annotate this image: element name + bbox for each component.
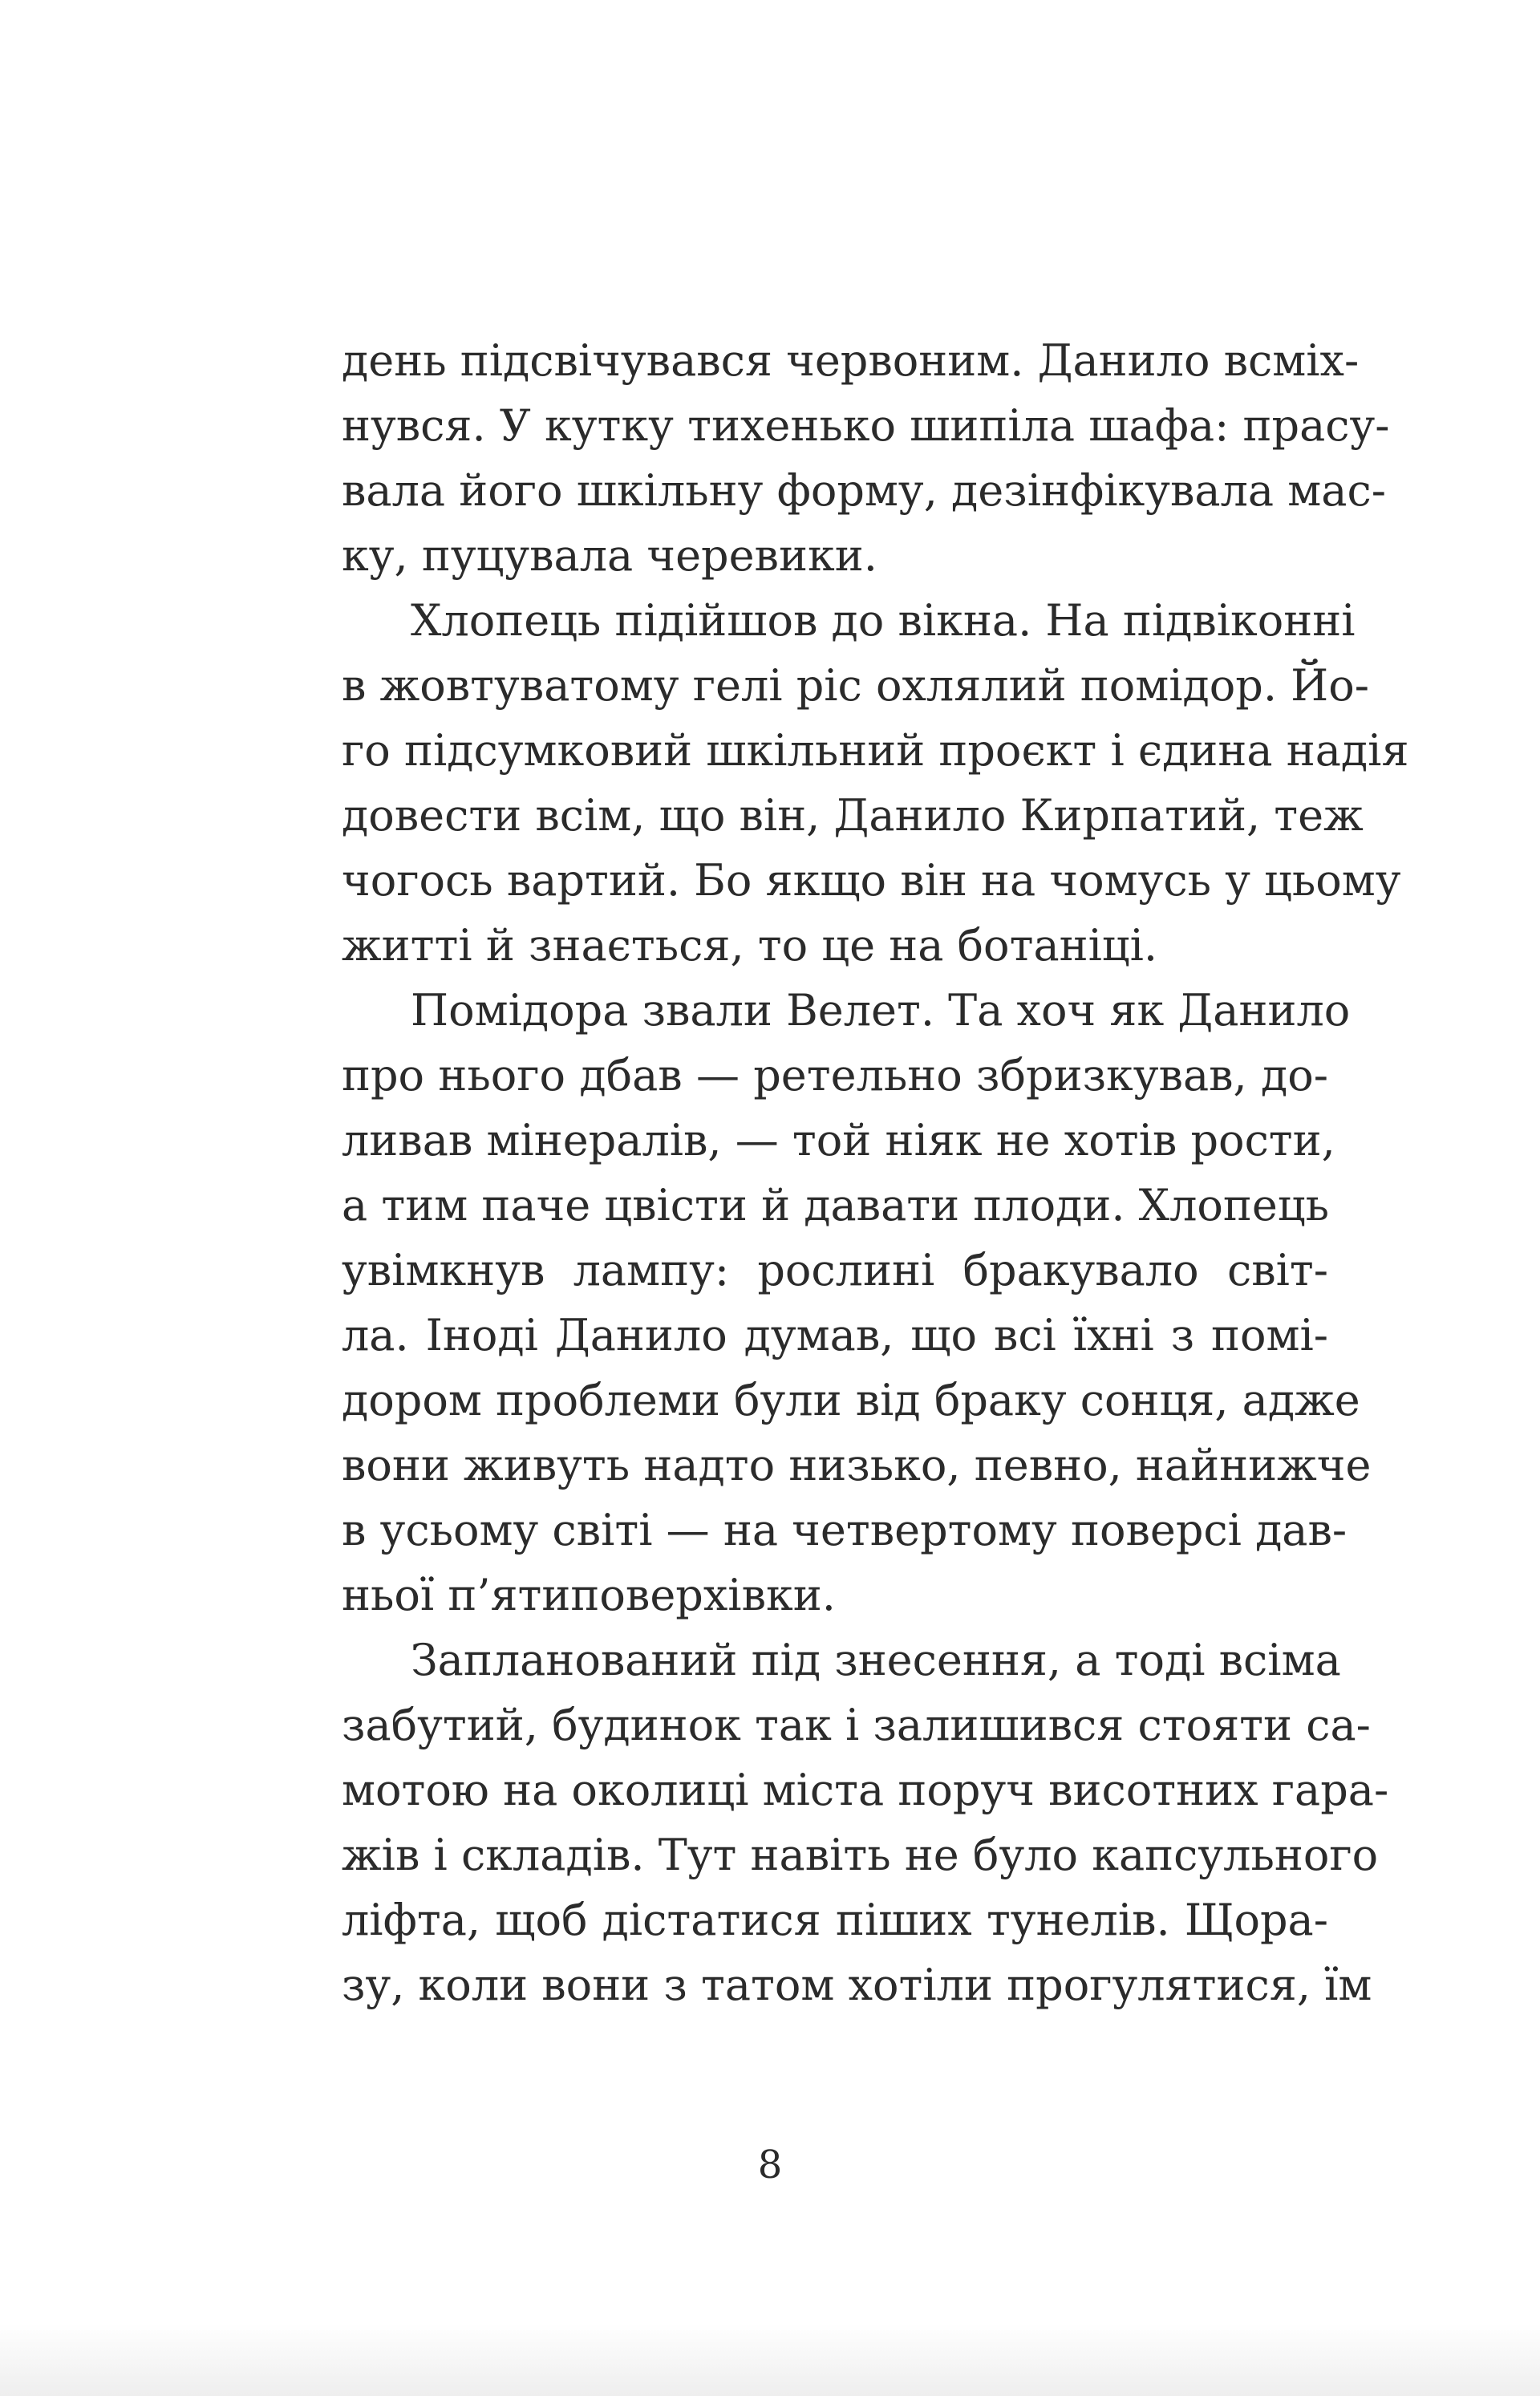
text-line-paragraph-start: Помідора звали Велет. Та хоч як Данило bbox=[411, 985, 1351, 1036]
text-line: а тим паче цвісти й давати плоди. Хлопець bbox=[342, 1180, 1330, 1230]
page-number: 8 bbox=[757, 2143, 783, 2187]
text-line: мотою на околиці міста поруч висотних гара- bbox=[342, 1765, 1389, 1815]
text-line: ливав мінералів, — той ніяк не хотів рости, bbox=[342, 1115, 1335, 1166]
body-text bbox=[342, 328, 1409, 2017]
text-line: ла. Іноді Данило думав, що всі їхні з помі- bbox=[342, 1310, 1328, 1360]
text-line: день підсвічувався червоним. Данило всміх- bbox=[342, 335, 1360, 386]
text-line: в усьому світі — на четвертому поверсі дав- bbox=[342, 1505, 1348, 1555]
text-line-paragraph-end: ньої п’ятиповерхівки. bbox=[342, 1570, 836, 1620]
page-bottom-shadow bbox=[0, 2324, 1540, 2396]
text-line-paragraph-start: Запланований під знесення, а тоді всіма bbox=[411, 1635, 1341, 1685]
text-line: зу, коли вони з татом хотіли прогулятися, їм bbox=[342, 1960, 1372, 2010]
text-line: довести всім, що він, Данило Кирпатий, теж bbox=[342, 790, 1364, 841]
text-line: ліфта, щоб дістатися піших тунелів. Щора- bbox=[342, 1895, 1328, 1945]
text-line-paragraph-end: ку, пуцувала черевики. bbox=[342, 530, 877, 581]
text-line: вони живуть надто низько, певно, найнижче bbox=[342, 1440, 1372, 1490]
text-line: забутий, будинок так і залишився стояти са- bbox=[342, 1700, 1371, 1750]
text-line: про нього дбав — ретельно збризкував, до- bbox=[342, 1050, 1328, 1101]
text-line: дором проблеми були від браку сонця, адже bbox=[342, 1375, 1360, 1425]
text-line: чогось вартий. Бо якщо він на чомусь у цьому bbox=[342, 855, 1401, 906]
text-line: нувся. У кутку тихенько шипіла шафа: прасу- bbox=[342, 400, 1390, 451]
text-line-paragraph-start: Хлопець підійшов до вікна. На підвіконні bbox=[411, 595, 1356, 646]
text-line: го підсумковий шкільний проєкт і єдина надія bbox=[342, 725, 1409, 776]
text-line-paragraph-end: житті й знається, то це на ботаніці. bbox=[342, 920, 1158, 971]
text-line: увімкнув лампу: рослині бракувало світ- bbox=[342, 1245, 1328, 1295]
text-line: вала його шкільну форму, дезінфікувала мас- bbox=[342, 465, 1386, 516]
text-line: жів і складів. Тут навіть не було капсульного bbox=[342, 1830, 1379, 1880]
text-line: в жовтуватому гелі ріс охлялий помідор. Йо- bbox=[342, 660, 1370, 711]
